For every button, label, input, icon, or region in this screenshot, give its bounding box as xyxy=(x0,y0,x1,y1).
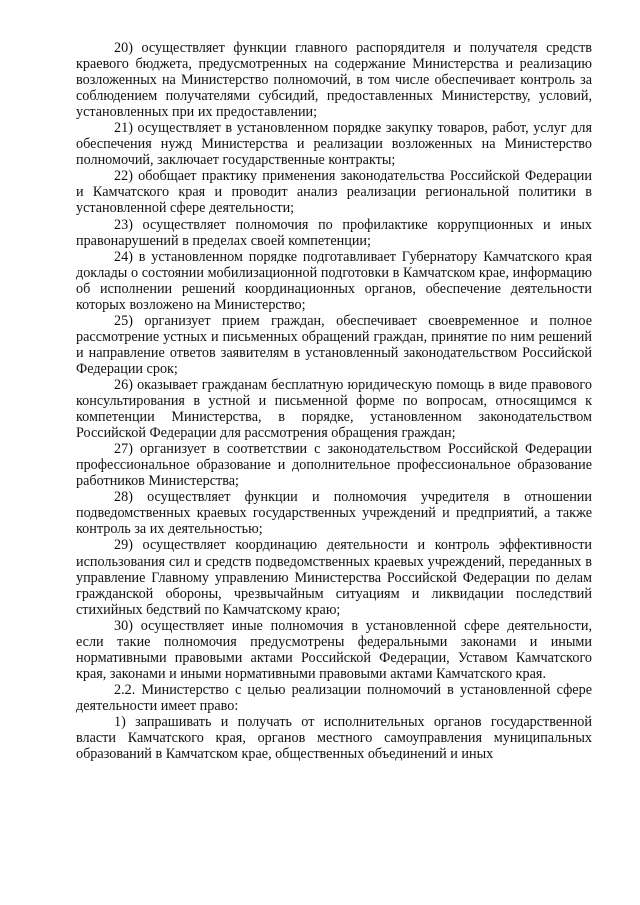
paragraph-item-30: 30) осуществляет иные полномочия в установленной сфере деятельности, если такие полномочия предусмотрены федеральными законами и иными нормативными правовыми актами Российской Федерации, Уставом Камчатского края, законами и иными нормативными правовыми актами Камчатского края. xyxy=(76,617,592,682)
section-2-2-heading-paragraph: 2.2. Министерство с целью реализации полномочий в установленной сфере деятельности имеет право: xyxy=(76,681,592,714)
paragraph-item-28: 28) осуществляет функции и полномочия учредителя в отношении подведомственных краевых государственных учреждений и предприятий, а также контроль за их деятельностью; xyxy=(76,489,592,538)
rights-item-1: 1) запрашивать и получать от исполнительных органов государственной власти Камчатского края, органов местного самоуправления муниципальных образований в Камчатском крае, общественных объединений и иных xyxy=(76,713,592,763)
paragraph-item-21: 21) осуществляет в установленном порядке закупку товаров, работ, услуг для обеспечения нужд Министерства и реализации возложенных на Министерство полномочий, заключает государственные контракты; xyxy=(76,120,592,169)
document-page xyxy=(76,40,592,762)
paragraph-item-29: 29) осуществляет координацию деятельности и контроль эффективности использования сил и средств подведомственных краевых учреждений, переданных в управление Главному управлению Министерства Российской Федерации по делам гражданской обороны, чрезвычайным ситуациям и ликвидации последствий стихийных бедствий по Камчатскому краю; xyxy=(76,537,592,618)
paragraph-item-20: 20) осуществляет функции главного распорядителя и получателя средств краевого бюджета, предусмотренных на содержание Министерства и реализацию возложенных на Министерство полномочий, в том числе обеспечивает контроль за соблюдением получателями субсидий, предоставленных Министерству, условий, установленных при их предоставлении; xyxy=(76,40,592,121)
paragraph-item-23: 23) осуществляет полномочия по профилактике коррупционных и иных правонарушений в пределах своей компетенции; xyxy=(76,216,592,249)
paragraph-item-25: 25) организует прием граждан, обеспечивает своевременное и полное рассмотрение устных и письменных обращений граждан, принятие по ним решений и направление ответов заявителям в установленный законодательством Российской Федерации срок; xyxy=(76,312,592,377)
paragraph-item-24: 24) в установленном порядке подготавливает Губернатору Камчатского края доклады о состоянии мобилизационной подготовки в Камчатском крае, информацию об исполнении решений координационных органов, обеспечение деятельности которых возложено на Министерство; xyxy=(76,248,592,313)
paragraph-item-26: 26) оказывает гражданам бесплатную юридическую помощь в виде правового консультирования в устной и письменной форме по вопросам, относящимся к компетенции Министерства, в порядке, установленном законодательством Российской Федерации для рассмотрения обращения граждан; xyxy=(76,376,592,442)
paragraph-item-22: 22) обобщает практику применения законодательства Российской Федерации и Камчатского края и проводит анализ реализации региональной политики в установленной сфере деятельности; xyxy=(76,168,592,217)
paragraph-item-27: 27) организует в соответствии с законодательством Российской Федерации профессиональное образование и дополнительное профессиональное образование работников Министерства; xyxy=(76,441,592,490)
